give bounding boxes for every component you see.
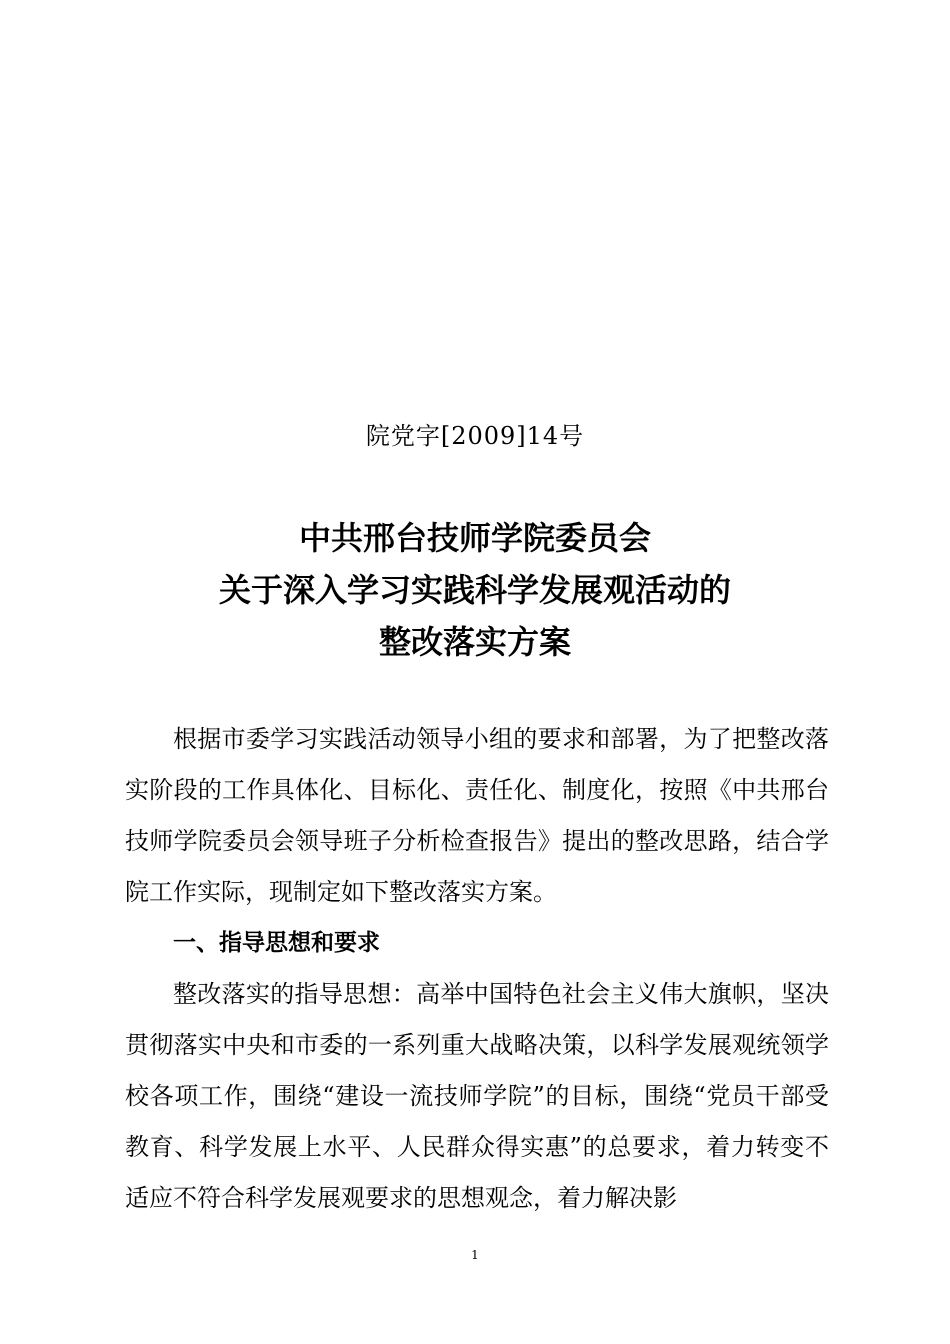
- document-body: [125, 714, 829, 1224]
- title-line-1: 中共邢台技师学院委员会: [298, 519, 651, 557]
- intro-paragraph: 根据市委学习实践活动领导小组的要求和部署，为了把整改落实阶段的工作具体化、目标化、责任化、制度化，按照《中共邢台技师学院委员会领导班子分析检查报告》提出的整改思路，结合学院工作实际，现制定如下整改落实方案。: [125, 725, 829, 906]
- document-number: 院党字[2009]14号: [365, 422, 585, 450]
- page-number: 1: [471, 1248, 479, 1262]
- document-title: [0, 512, 950, 668]
- title-line-2: 关于深入学习实践科学发展观活动的: [218, 571, 731, 609]
- guiding-thought-paragraph: 整改落实的指导思想：高举中国特色社会主义伟大旗帜，坚决贯彻落实中央和市委的一系列重大战略决策，以科学发展观统领学校各项工作，围绕“建设一流技师学院”的目标，围绕“党员干部受教育、科学发展上水平、人民群众得实惠”的总要求，着力转变不适应不符合科学发展观要求的思想观念，着力解决影: [125, 980, 829, 1212]
- title-line-3: 整改落实方案: [378, 623, 571, 661]
- section-heading: 一、指导思想和要求: [173, 930, 380, 956]
